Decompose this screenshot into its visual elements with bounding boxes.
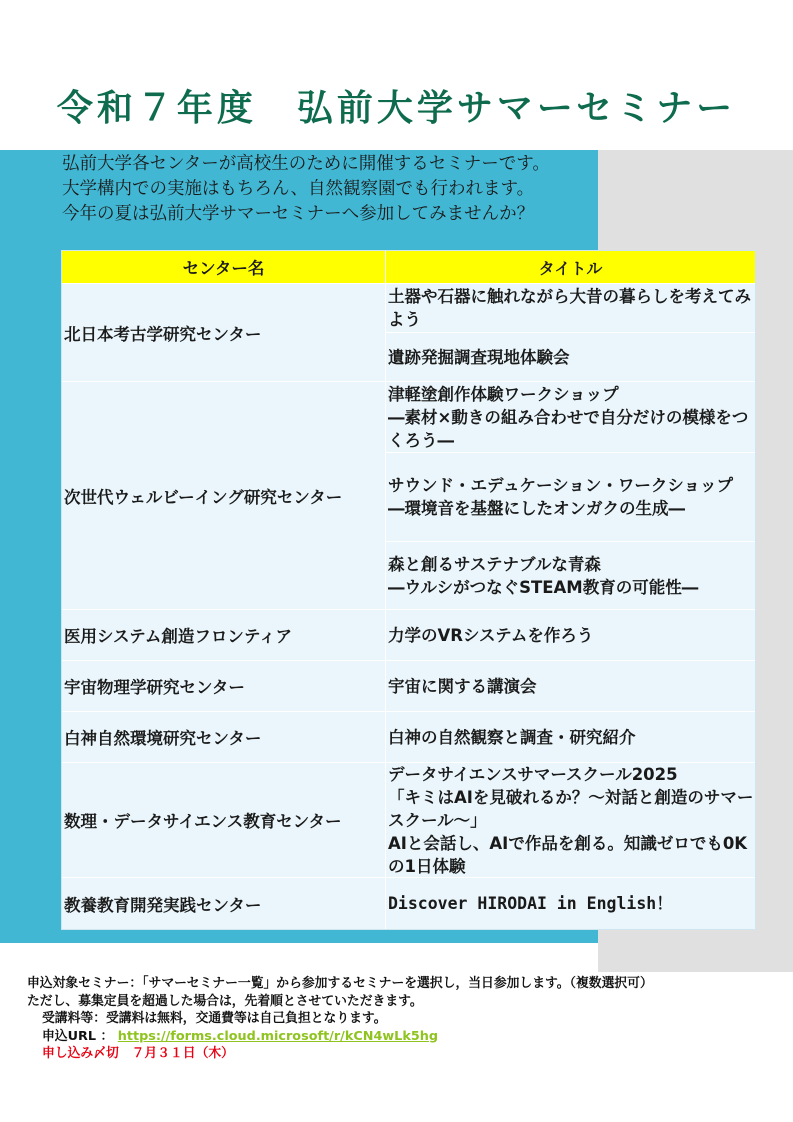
- intro-text: [62, 152, 622, 227]
- table-row: [62, 284, 755, 382]
- center-name: 次世代ウェルビーイング研究センター: [64, 487, 343, 507]
- table-row: [62, 382, 755, 610]
- application-info: [27, 975, 777, 1063]
- header-center-name: センター名: [182, 259, 265, 278]
- deadline-text: 申し込み〆切 ７月３１日（木）: [42, 1046, 234, 1061]
- seminar-title: 白神の自然観察と調査・研究紹介: [388, 727, 636, 747]
- page-title: 令和７年度 弘前大学サマーセミナー: [56, 88, 737, 129]
- footer-url-line: [27, 1028, 777, 1046]
- seminar-title: 遺跡発掘調査現地体験会: [388, 347, 570, 367]
- center-name: 宇宙物理学研究センター: [64, 678, 245, 697]
- application-url-link[interactable]: https://forms.cloud.microsoft/r/kCN4wLk5hg: [117, 1028, 439, 1044]
- table-row: [62, 712, 755, 763]
- footer-target-line: 申込対象セミナー：「サマーセミナー一覧」から参加するセミナーを選択し，当日参加します。（複数選択可）: [27, 976, 653, 991]
- header-title: タイトル: [385, 251, 755, 283]
- seminar-title: Discover HIRODAI in English！: [388, 894, 673, 913]
- center-name: 数理・データサイエンス教育センター: [64, 812, 342, 831]
- intro-line-1: 弘前大学各センターが高校生のために開催するセミナーです。: [62, 154, 550, 174]
- footer-fee-line: 受講料等：受講料は無料，交通費等は自己負担となります。: [42, 1011, 387, 1026]
- seminar-table: [61, 250, 756, 930]
- seminar-title: データサイエンスサマースクール2025 「キミはAIを見破れるか？～対話と創造のサマースクール～」 AIと会話し、AIで作品を創る。知識ゼロでも0Kの1日体験: [388, 764, 754, 876]
- seminar-title: 津軽塗創作体験ワークショップ ―素材×動きの組み合わせで自分だけの模様をつくろう―: [386, 382, 755, 453]
- table-header-row: [62, 251, 755, 284]
- intro-line-2: 大学構内での実施はもちろん、自然観察園でも行われます。: [62, 179, 535, 199]
- center-name: 医用システム創造フロンティア: [64, 627, 293, 646]
- center-name: 北日本考古学研究センター: [64, 324, 262, 344]
- table-row: [62, 661, 755, 712]
- center-name: 白神自然環境研究センター: [64, 729, 262, 748]
- footer-note-line: ただし、募集定員を超過した場合は，先着順とさせていただきます。: [27, 993, 423, 1009]
- seminar-title: 森と創るサステナブルな青森 ―ウルシがつなぐSTEAM教育の可能性―: [388, 554, 699, 597]
- url-label: 申込URL ：: [42, 1028, 114, 1044]
- seminar-title: 宇宙に関する講演会: [388, 676, 537, 696]
- center-name: 教養教育開発実践センター: [64, 895, 262, 915]
- table-row: [62, 878, 755, 929]
- seminar-title: サウンド・エデュケーション・ワークショップ ―環境音を基盤にしたオンガクの生成―: [386, 453, 755, 542]
- seminar-title: 土器や石器に触れながら大昔の暮らしを考えてみよう: [386, 284, 755, 333]
- seminar-title: 力学のVRシステムを作ろう: [388, 625, 594, 645]
- intro-line-3: 今年の夏は弘前大学サマーセミナーへ参加してみませんか？: [62, 204, 535, 224]
- table-row: [62, 763, 755, 878]
- table-row: [62, 610, 755, 661]
